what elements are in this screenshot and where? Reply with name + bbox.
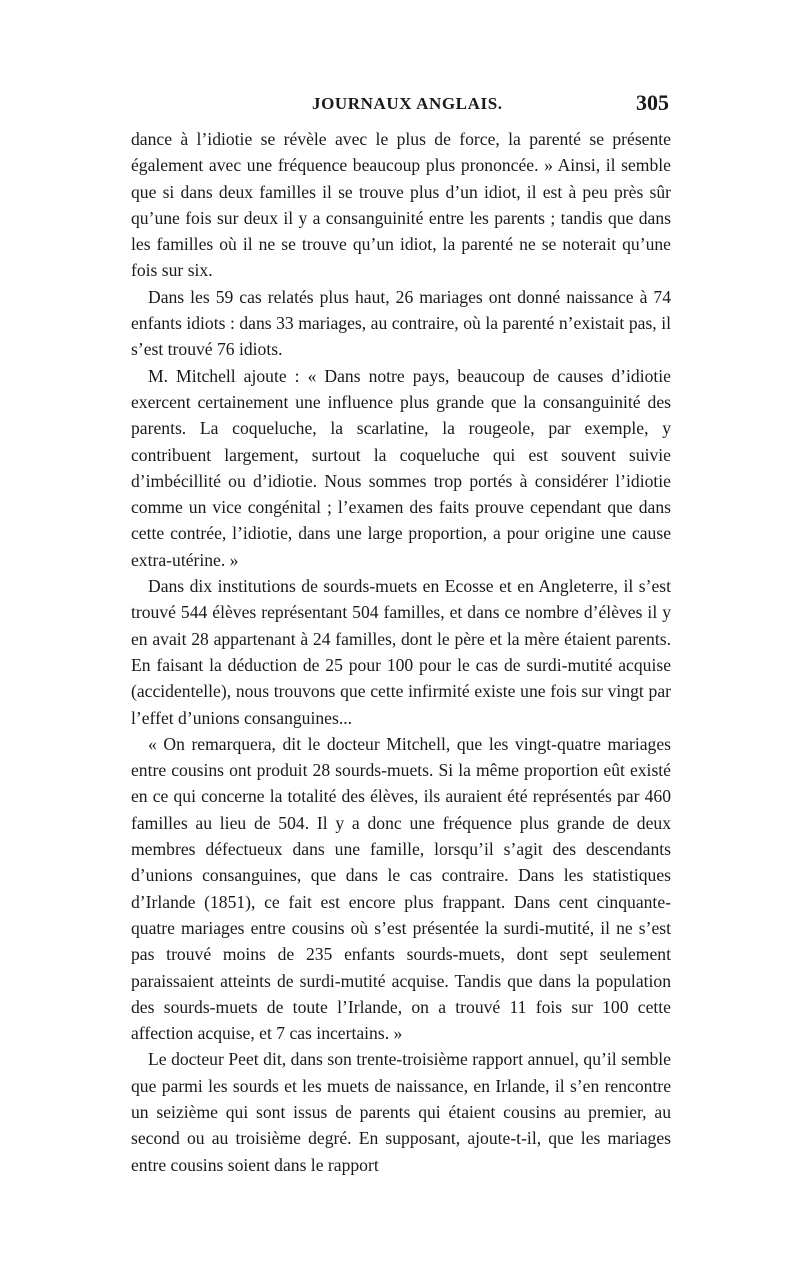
paragraph: « On remarquera, dit le docteur Mitchell, que les vingt-quatre mariages entre cousins ont produit 28 sourds-muets. Si la même proportion eût existé en ce qui concerne la totalité des élèves, ils auraient été représentés par 460 familles au lieu de 504. Il y a donc une fréquence plus grande de deux membres défectueux dans une famille, lorsqu’il s’agit des descendants d’unions consanguines, que dans le cas contraire. Dans les statistiques d’Irlande (1851), ce fait est encore plus frappant. Dans cent cinquante-quatre mariages entre cousins où s’est présentée la surdi-mutité, il ne s’est pas trouvé moins de 235 enfants sourds-muets, dont sept seulement paraissaient atteints de surdi-mutité acquise. Tandis que dans la population des sourds-muets de toute l’Irlande, on a trouvé 11 fois sur 100 cette affection acquise, et 7 cas incertains. »	[131, 733, 671, 1044]
paragraph: Dans dix institutions de sourds-muets en Ecosse et en Angleterre, il s’est trouvé 544 élèves représentant 504 familles, et dans ce nombre d’élèves il y en avait 28 appartenant à 24 familles, dont le père et la mère étaient parents. En faisant la déduction de 25 pour 100 pour le cas de surdi-mutité acquise (accidentelle), nous trouvons que cette infirmité existe une fois sur vingt par l’effet d’unions consanguines...	[131, 576, 671, 728]
running-title: JOURNAUX ANGLAIS.	[312, 94, 503, 113]
body-text	[131, 126, 671, 1178]
book-page	[131, 92, 671, 1178]
paragraph: Dans les 59 cas relatés plus haut, 26 mariages ont donné naissance à 74 enfants idiots : dans 33 mariages, au contraire, où la parenté n’existait pas, il s’est trouvé 76 idiots.	[131, 286, 671, 360]
page-header	[131, 92, 671, 126]
paragraph: M. Mitchell ajoute : « Dans notre pays, beaucoup de causes d’idiotie exercent certainement une influence plus grande que la consanguinité des parents. La coqueluche, la scarlatine, la rougeole, par exemple, y contribuent largement, surtout la coqueluche qui est souvent suivie d’imbécillité ou d’idiotie. Nous sommes trop portés à considérer l’idiotie comme un vice congénital ; l’examen des faits prouve cependant que dans cette contrée, l’idiotie, dans une large proportion, a pour origine une cause extra-utérine. »	[131, 365, 671, 570]
page-number: 305	[636, 90, 669, 115]
paragraph-continued: dance à l’idiotie se révèle avec le plus de force, la parenté se présente également avec une fréquence beaucoup plus prononcée. » Ainsi, il semble que si dans deux familles il se trouve plus d’un idiot, il est à peu près sûr qu’une fois sur deux il y a consanguinité entre les parents ; tandis que dans les familles où il ne se trouve qu’un idiot, la parenté ne se noterait qu’une fois sur six.	[131, 129, 671, 281]
paragraph: Le docteur Peet dit, dans son trente-troisième rapport annuel, qu’il semble que parmi les sourds et les muets de naissance, en Irlande, il s’en rencontre un seizième qui sont issus de parents qui étaient cousins au premier, au second ou au troisième degré. En supposant, ajoute-t-il, que les mariages entre cousins soient dans le rapport	[131, 1049, 671, 1175]
